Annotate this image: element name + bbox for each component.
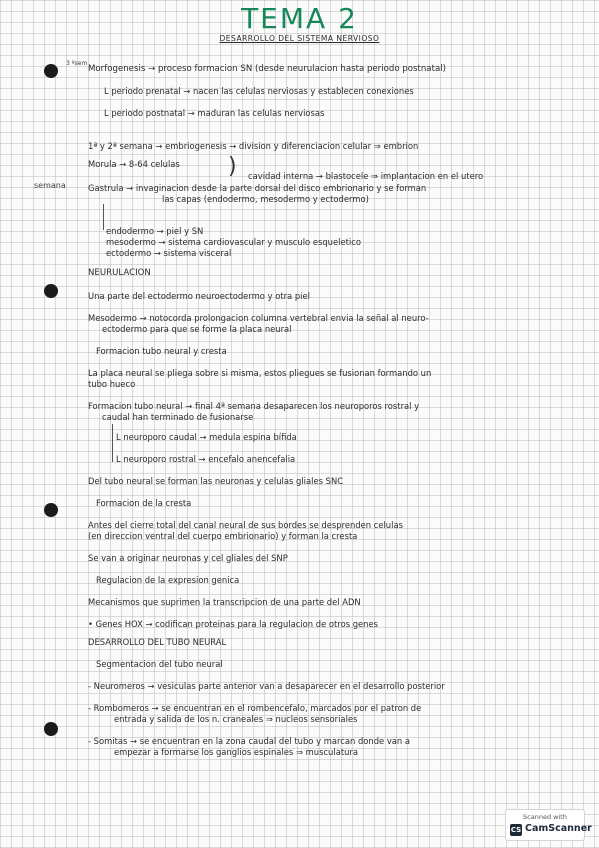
connector-line bbox=[103, 204, 104, 230]
note-line: ectodermo para que se forme la placa neural bbox=[102, 324, 292, 334]
camscanner-watermark bbox=[505, 809, 592, 841]
note-line: - Rombomeros → se encuentran en el rombencefalo, marcados por el patron de bbox=[88, 703, 422, 713]
note-line: tubo hueco bbox=[88, 379, 136, 389]
page-title: TEMA 2 bbox=[241, 2, 358, 35]
page-subtitle: DESARROLLO DEL SISTEMA NERVIOSO bbox=[219, 34, 380, 43]
note-line: Segmentacion del tubo neural bbox=[96, 659, 223, 669]
note-line: 1ª y 2ª semana → embriogenesis → division y diferenciacion celular ⇒ embrion bbox=[88, 141, 419, 151]
note-line: ᒪ neuroporo caudal → medula espina bífida bbox=[116, 432, 297, 442]
margin-note-semana: semana bbox=[34, 181, 66, 190]
note-line: cavidad interna → blastocele ⇒ implantacion en el utero bbox=[248, 171, 484, 181]
margin-note-weeks: 3 ºsem bbox=[66, 60, 88, 67]
note-line: Formacion tubo neural → final 4ª semana desaparecen los neuroporos rostral y bbox=[88, 401, 420, 411]
note-line: ᒪ periodo prenatal → nacen las celulas nerviosas y establecen conexiones bbox=[104, 86, 414, 96]
note-line: - Somitas → se encuentran en la zona caudal del tubo y marcan donde van a bbox=[88, 736, 411, 746]
note-line: endodermo → piel y SN bbox=[106, 226, 204, 236]
binder-hole-4 bbox=[44, 722, 58, 736]
note-line: las capas (endodermo, mesodermo y ectodermo) bbox=[162, 194, 369, 204]
note-line: Mecanismos que suprimen la transcripcion de una parte del ADN bbox=[88, 597, 361, 607]
watermark-caption: Scanned with bbox=[523, 813, 567, 821]
note-line: caudal han terminado de fusionarse bbox=[102, 412, 254, 422]
note-line: Morula → 8-64 celulas bbox=[88, 159, 180, 169]
note-line: Antes del cierre total del canal neural de sus bordes se desprenden celulas bbox=[88, 520, 403, 530]
watermark-brand: CamScanner bbox=[525, 823, 592, 834]
note-line: Formacion de la cresta bbox=[96, 498, 192, 508]
note-line: entrada y salida de los n. craneales ⇒ nucleos sensoriales bbox=[114, 714, 358, 724]
note-line: Morfogenesis → proceso formacion SN (desde neurulacion hasta periodo postnatal) bbox=[88, 64, 446, 74]
camscanner-icon: CS bbox=[510, 826, 522, 834]
note-line: Mesodermo → notocorda prolongacion columna vertebral envia la señal al neuro- bbox=[88, 313, 429, 323]
section-heading: DESARROLLO DEL TUBO NEURAL bbox=[88, 637, 227, 647]
note-line: Gastrula → invaginacion desde la parte dorsal del disco embrionario y se forman bbox=[88, 183, 427, 193]
note-line: ectodermo → sistema visceral bbox=[106, 248, 232, 258]
note-line: - Neuromeros → vesiculas parte anterior van a desaparecer en el desarrollo posterior bbox=[88, 681, 445, 691]
note-line: mesodermo → sistema cardiovascular y musculo esqueletico bbox=[106, 237, 361, 247]
note-line: Se van a originar neuronas y cel gliales del SNP bbox=[88, 553, 288, 563]
note-line: • Genes HOX → codifican proteinas para la regulacion de otros genes bbox=[88, 619, 379, 629]
connector-line bbox=[112, 424, 113, 462]
binder-hole-2 bbox=[44, 284, 58, 298]
binder-hole-3 bbox=[44, 503, 58, 517]
binder-hole-1 bbox=[44, 64, 58, 78]
note-line: Una parte del ectodermo neuroectodermo y otra piel bbox=[88, 291, 310, 301]
note-line: (en direccion ventral del cuerpo embrionario) y forman la cresta bbox=[88, 531, 358, 541]
brace: ) bbox=[228, 154, 237, 179]
note-line: ᒪ neuroporo rostral → encefalo anencefalia bbox=[116, 454, 296, 464]
note-line: Formacion tubo neural y cresta bbox=[96, 346, 227, 356]
note-line: Del tubo neural se forman las neuronas y celulas gliales SNC bbox=[88, 476, 344, 486]
note-line: empezar a formarse los ganglios espinales ⇒ musculatura bbox=[114, 747, 358, 757]
section-heading: NEURULACION bbox=[88, 268, 151, 278]
note-line: Regulacion de la expresion genica bbox=[96, 575, 240, 585]
note-line: ᒪ periodo postnatal → maduran las celulas nerviosas bbox=[104, 108, 325, 118]
note-line: La placa neural se pliega sobre si misma, estos pliegues se fusionan formando un bbox=[88, 368, 432, 378]
